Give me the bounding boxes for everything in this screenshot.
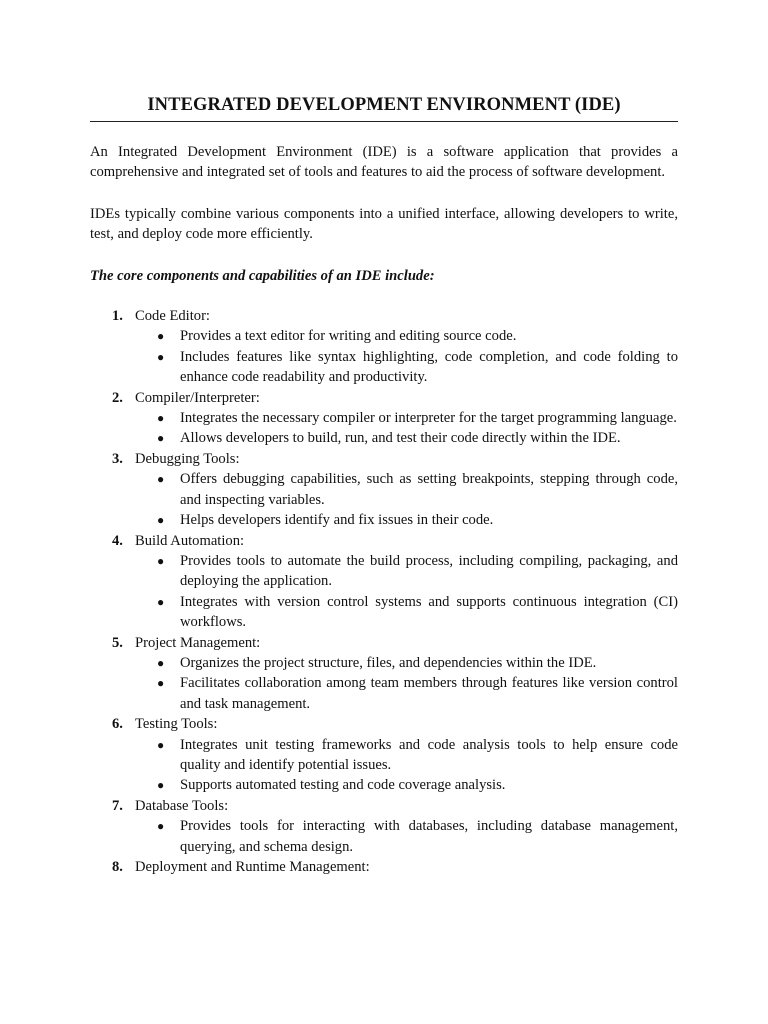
list-item <box>135 428 678 448</box>
bullet-icon: ● <box>157 472 165 487</box>
bullet-icon: ● <box>157 349 165 364</box>
list-item <box>135 816 678 857</box>
point-text: Integrates with version control systems and supports continuous integration (CI) workflows. <box>180 593 678 631</box>
component-name: Build Automation: <box>135 532 245 549</box>
component-points <box>135 469 678 530</box>
component-item <box>90 388 678 449</box>
component-name: Compiler/Interpreter: <box>135 389 260 406</box>
component-item <box>90 531 678 633</box>
bullet-icon: ● <box>157 819 165 834</box>
component-points <box>135 816 678 857</box>
item-number: 7. <box>112 797 123 814</box>
list-item <box>135 592 678 633</box>
component-item <box>90 796 678 857</box>
component-item <box>90 449 678 531</box>
point-text: Provides tools to automate the build process, including compiling, packaging, and deploying the application. <box>180 552 678 590</box>
item-number: 6. <box>112 716 123 733</box>
point-text: Provides a text editor for writing and editing source code. <box>180 328 517 345</box>
list-item <box>135 673 678 714</box>
item-number: 5. <box>112 634 123 651</box>
component-item <box>90 714 678 796</box>
list-item <box>135 735 678 776</box>
point-text: Offers debugging capabilities, such as setting breakpoints, stepping through code, and inspecting variables. <box>180 471 678 508</box>
component-name: Database Tools: <box>135 797 229 814</box>
document-title: INTEGRATED DEVELOPMENT ENVIRONMENT (IDE) <box>90 92 678 122</box>
bullet-icon: ● <box>157 411 165 426</box>
list-item <box>135 469 678 510</box>
component-name: Code Editor: <box>135 308 210 325</box>
component-points <box>135 653 678 714</box>
point-text: Provides tools for interacting with databases, including database management, querying, and schema design. <box>180 818 678 855</box>
section-subheading: The core components and capabilities of an IDE include: <box>90 267 435 284</box>
bullet-icon: ● <box>157 778 165 793</box>
list-item <box>135 408 678 428</box>
component-name: Deployment and Runtime Management: <box>135 859 370 875</box>
point-text: Facilitates collaboration among team members through features like version control and task management. <box>180 675 678 712</box>
item-number: 2. <box>112 389 123 406</box>
list-item <box>135 347 678 388</box>
component-item <box>90 633 678 715</box>
component-item <box>90 306 678 388</box>
point-text: Helps developers identify and fix issues in their code. <box>180 512 494 529</box>
component-name: Project Management: <box>135 634 261 651</box>
point-text: Supports automated testing and code coverage analysis. <box>180 777 506 794</box>
item-number: 4. <box>112 532 123 549</box>
list-item <box>135 551 678 592</box>
bullet-icon: ● <box>157 513 165 528</box>
component-points <box>135 551 678 633</box>
bullet-icon: ● <box>157 655 165 670</box>
item-number: 1. <box>112 308 123 325</box>
component-name: Debugging Tools: <box>135 450 240 467</box>
point-text: Organizes the project structure, files, and dependencies within the IDE. <box>180 654 597 671</box>
component-item <box>90 857 678 877</box>
point-text: Allows developers to build, run, and test their code directly within the IDE. <box>180 430 621 447</box>
components-list <box>90 306 678 877</box>
component-name: Testing Tools: <box>135 716 218 733</box>
components-paragraph: IDEs typically combine various components into a unified interface, allowing developers to write, test, and deploy code more efficiently. <box>90 205 678 243</box>
bullet-icon: ● <box>157 329 165 344</box>
item-number: 8. <box>112 859 123 875</box>
bullet-icon: ● <box>157 553 165 568</box>
list-item <box>135 775 678 795</box>
point-text: Integrates unit testing frameworks and code analysis tools to help ensure code quality and identify potential issues. <box>180 736 678 773</box>
intro-paragraph: An Integrated Development Environment (IDE) is a software application that provides a comprehensive and integrated set of tools and features to aid the process of software development. <box>90 144 678 181</box>
component-points <box>135 408 678 449</box>
document-page <box>90 92 678 877</box>
component-points <box>135 326 678 387</box>
bullet-icon: ● <box>157 737 165 752</box>
list-item <box>135 510 678 530</box>
point-text: Includes features like syntax highlighting, code completion, and code folding to enhance code readability and productivity. <box>180 348 678 386</box>
item-number: 3. <box>112 450 123 467</box>
bullet-icon: ● <box>157 594 165 609</box>
point-text: Integrates the necessary compiler or interpreter for the target programming language. <box>180 410 677 427</box>
component-points <box>135 735 678 796</box>
bullet-icon: ● <box>157 431 165 446</box>
list-item <box>135 326 678 346</box>
bullet-icon: ● <box>157 676 165 691</box>
list-item <box>135 653 678 673</box>
